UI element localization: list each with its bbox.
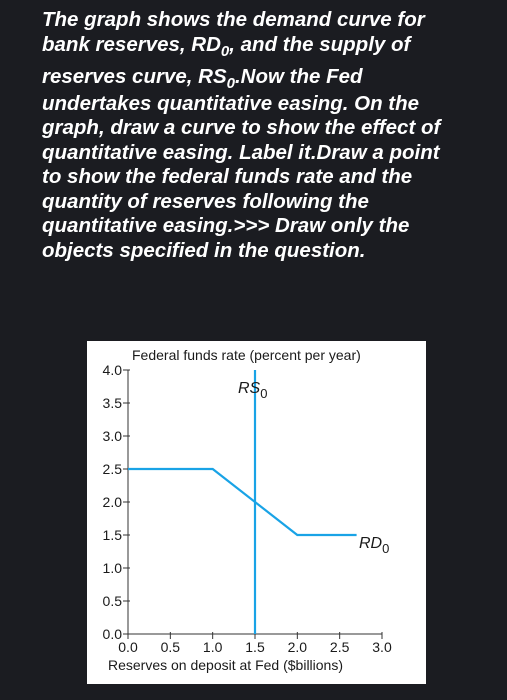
y-tick-label: 1.0: [102, 560, 122, 576]
x-tick-label: 2.0: [287, 639, 308, 655]
question-text: The graph shows the demand curve for bank reserves, $RD_0$, and the supply of reserves curve, $RS_0.Now$ the Fed undertakes quantitative easing. On the graph, draw a curve to show the effect of quantitative easing. Label it.Draw a point to show the federal funds rate and the quantity of reserves following the quantitative easing.>>> Draw only the objects specified in the question.: [42, 8, 441, 262]
y-tick-label: 1.5: [102, 527, 122, 543]
x-tick-label: 0.5: [160, 639, 181, 655]
rd0-demand-curve: [128, 469, 357, 535]
y-tick-label: 0.0: [102, 626, 122, 642]
y-tick-label: 2.5: [102, 461, 122, 477]
x-axis-label: Reserves on deposit at Fed ($billions): [108, 657, 344, 673]
x-tick-label: 0.0: [118, 639, 138, 655]
rs0-label: $RS_0$: [238, 380, 268, 401]
x-tick-label: 3.0: [372, 639, 392, 655]
x-tick-label: 1.5: [245, 639, 265, 655]
tick-marks: [103, 362, 392, 655]
x-tick-label: 1.0: [202, 639, 223, 655]
y-tick-label: 0.5: [102, 593, 122, 609]
y-tick-label: 2.0: [102, 494, 122, 510]
y-tick-label: 4.0: [102, 362, 122, 378]
series-group: [128, 370, 389, 634]
chart-title: Federal funds rate (percent per year): [132, 347, 361, 363]
y-tick-label: 3.0: [102, 428, 122, 444]
graph-canvas[interactable]: [87, 341, 426, 684]
rd0-label: $RD_0$: [359, 535, 390, 556]
y-tick-label: 3.5: [102, 395, 122, 411]
x-tick-label: 2.5: [329, 639, 350, 655]
chart-panel[interactable]: [87, 341, 426, 684]
